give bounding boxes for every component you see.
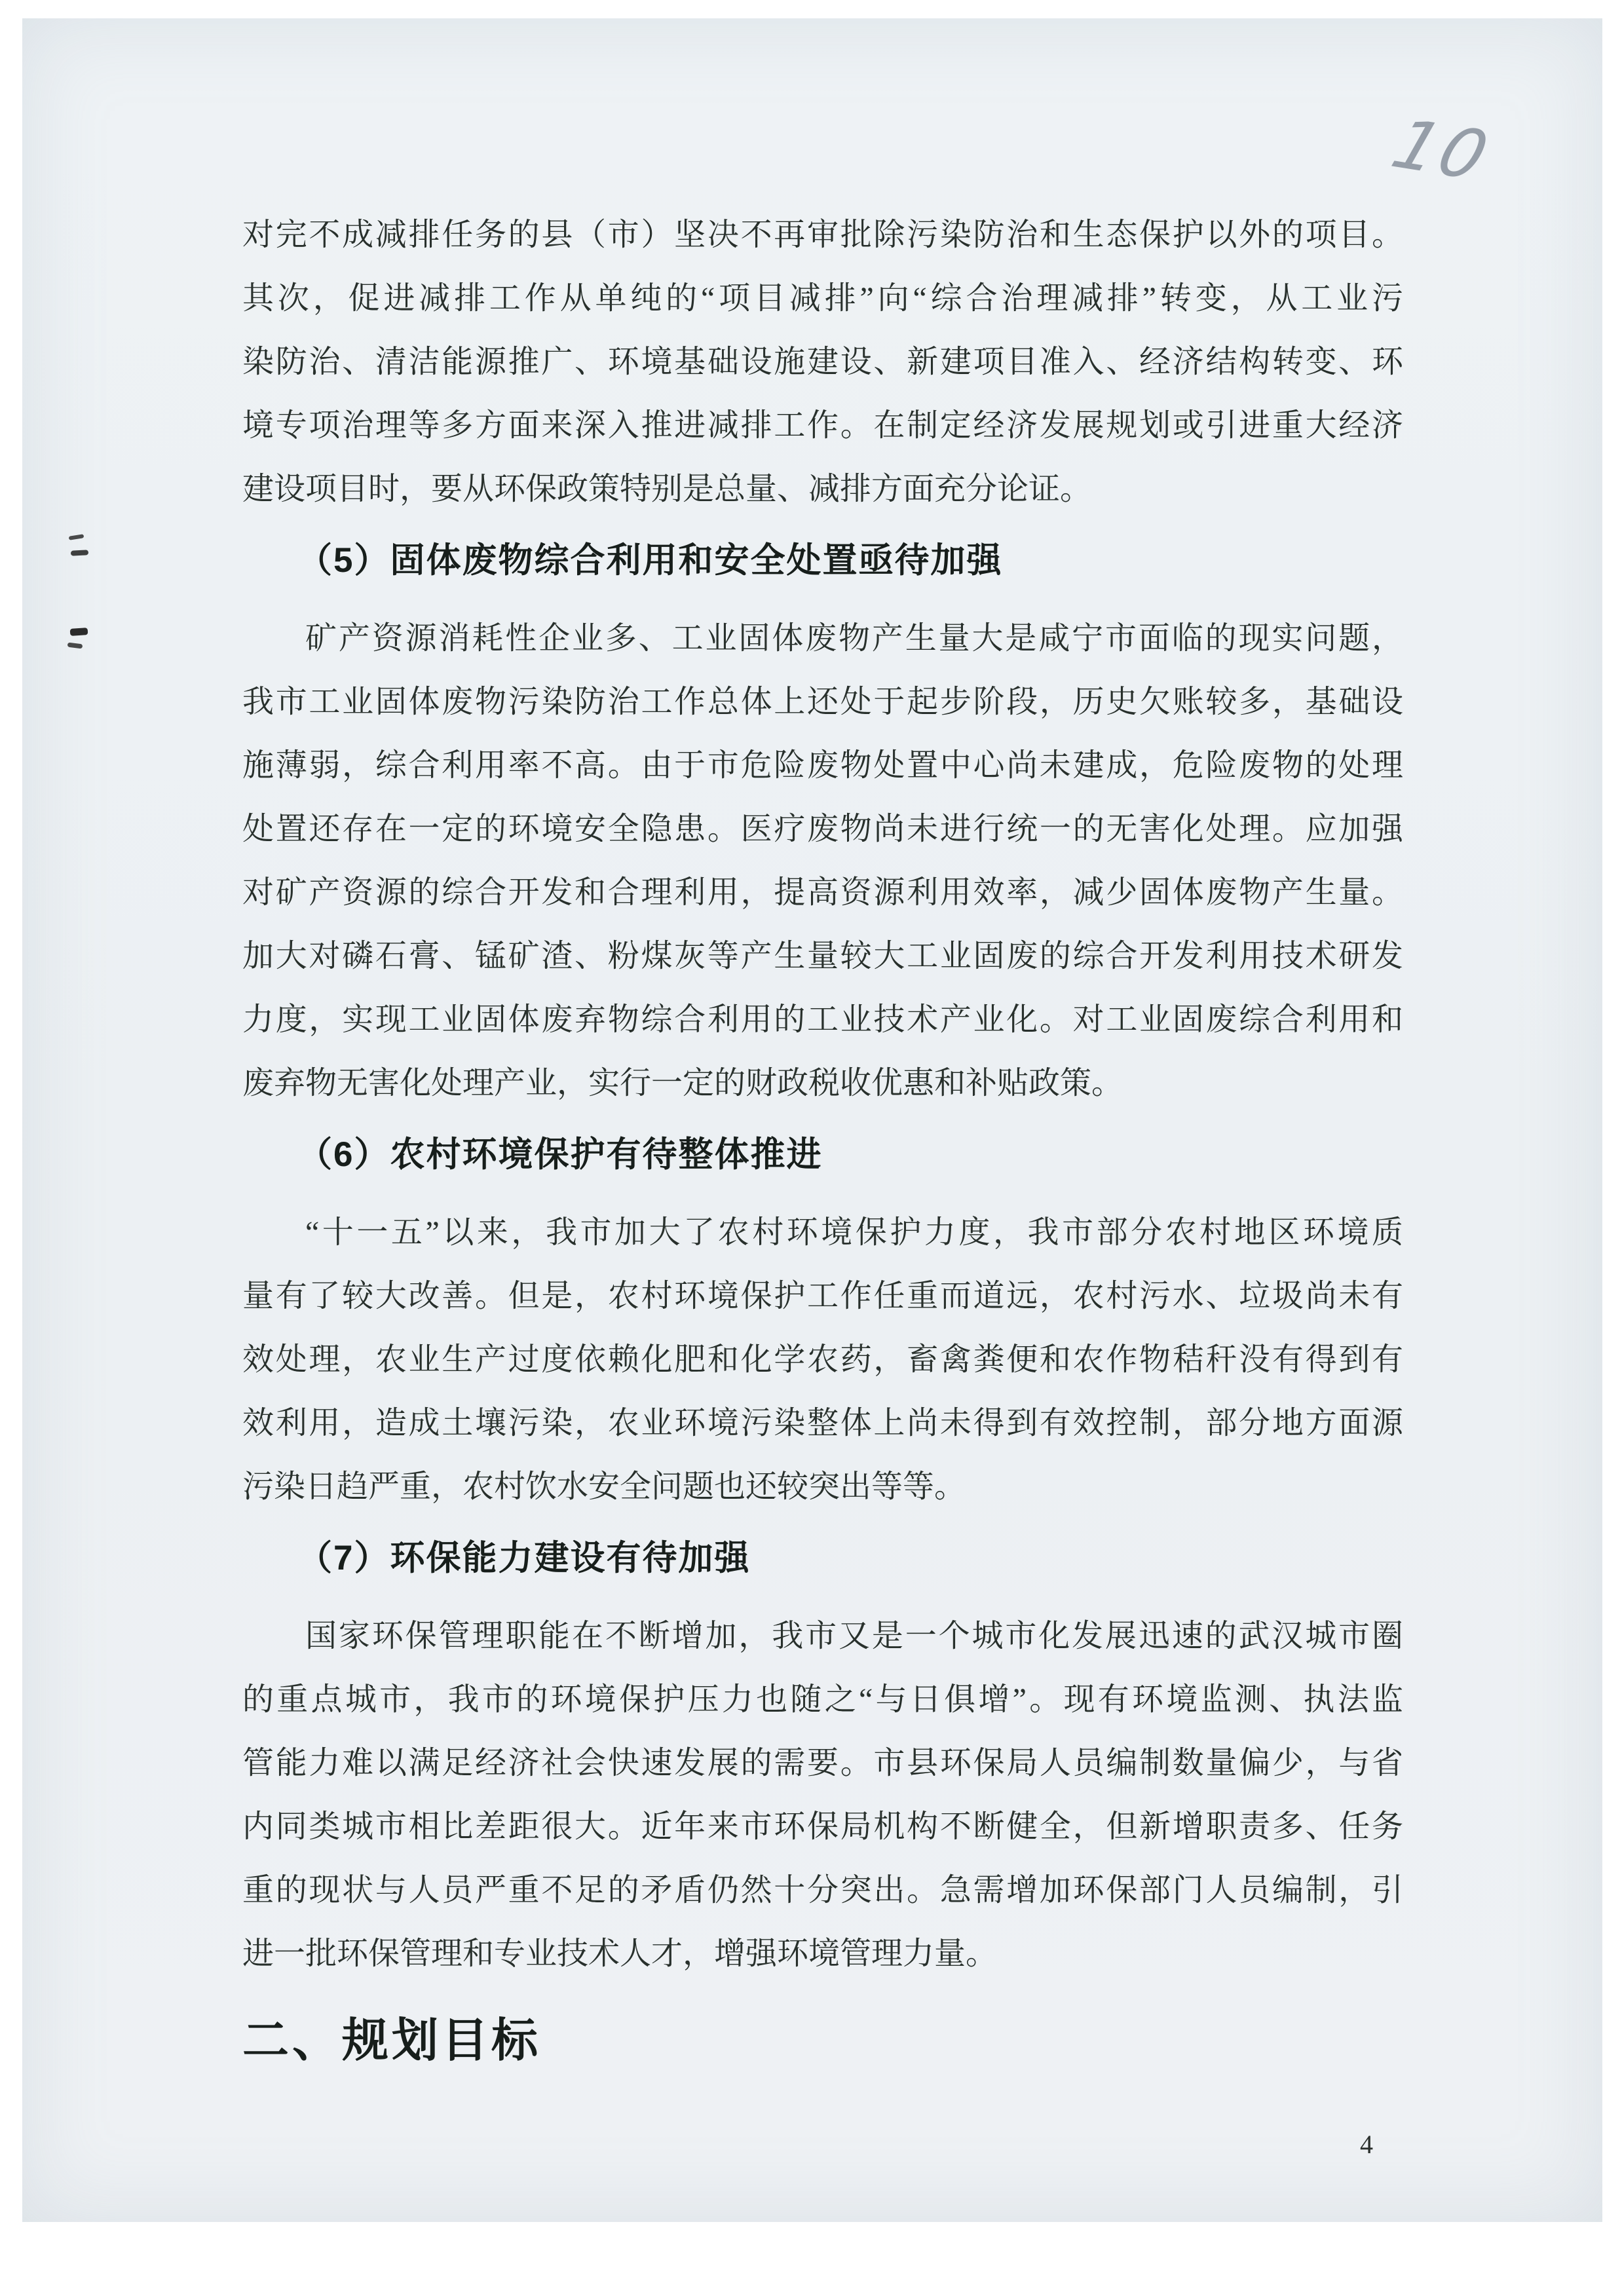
text-line: 重的现状与人员严重不足的矛盾仍然十分突出。急需增加环保部门人员编制，引	[242, 1873, 1403, 1908]
text-line: 处置还存在一定的环境安全隐患。医疗废物尚未进行统一的无害化处理。应加强	[242, 812, 1403, 846]
section-7-heading: （7）环保能力建设有待加强	[297, 1539, 751, 1577]
margin-mark	[69, 534, 85, 540]
text-line: 量有了较大改善。但是，农村环境保护工作任重而道远，农村污水、垃圾尚未有	[242, 1279, 1403, 1313]
text-line: 力度，实现工业固体废弃物综合利用的工业技术产业化。对工业固废综合利用和	[242, 1002, 1403, 1037]
paragraph-section-6	[242, 1201, 1403, 1518]
paper-sheet	[22, 18, 1602, 2222]
section-6-heading: （6）农村环境保护有待整体推进	[297, 1135, 823, 1174]
text-line: 管能力难以满足经济社会快速发展的需要。市县环保局人员编制数量偏少，与省	[242, 1746, 1403, 1780]
margin-mark	[67, 643, 83, 649]
text-line: 我市工业固体废物污染防治工作总体上还处于起步阶段，历史欠账较多，基础设	[242, 685, 1403, 719]
section-5-heading: （5）固体废物综合利用和安全处置亟待加强	[297, 541, 1003, 580]
text-line: 对矿产资源的综合开发和合理利用，提高资源利用效率，减少固体废物产生量。	[242, 875, 1403, 910]
text-line: 施薄弱，综合利用率不高。由于市危险废物处置中心尚未建成，危险废物的处理	[242, 748, 1403, 783]
text-line: 建设项目时，要从环保政策特别是总量、减排方面充分论证。	[242, 472, 1092, 506]
page-number: 4	[1360, 2130, 1373, 2159]
text-line: 境专项治理等多方面来深入推进减排工作。在制定经济发展规划或引进重大经济	[242, 408, 1403, 443]
text-line: 其次，促进减排工作从单纯的“项目减排”向“综合治理减排”转变，从工业污	[242, 281, 1403, 316]
text-line: 内同类城市相比差距很大。近年来市环保局机构不断健全，但新增职责多、任务	[242, 1809, 1403, 1844]
text-line: 废弃物无害化处理产业，实行一定的财政税收优惠和补贴政策。	[242, 1066, 1123, 1101]
text-line: 的重点城市，我市的环境保护压力也随之“与日俱增”。现有环境监测、执法监	[242, 1682, 1403, 1717]
paragraph-section-7	[242, 1604, 1403, 1985]
text-line: 污染日趋严重，农村饮水安全问题也还较突出等等。	[242, 1469, 966, 1504]
text-line: 国家环保管理职能在不断增加，我市又是一个城市化发展迅速的武汉城市圈	[305, 1619, 1403, 1653]
text-line: 加大对磷石膏、锰矿渣、粉煤灰等产生量较大工业固废的综合开发利用技术研发	[242, 939, 1403, 973]
text-line: 对完不成减排任务的县（市）坚决不再审批除污染防治和生态保护以外的项目。	[242, 217, 1403, 252]
document-body	[242, 203, 1403, 2077]
text-line: 效利用，造成土壤污染，农业环境污染整体上尚未得到有效控制，部分地方面源	[242, 1406, 1403, 1440]
text-line: 进一批环保管理和专业技术人才，增强环境管理力量。	[242, 1936, 998, 1971]
text-line: “十一五”以来，我市加大了农村环境保护力度，我市部分农村地区环境质	[305, 1215, 1403, 1250]
paragraph-section-5	[242, 607, 1403, 1115]
paragraph-intro	[242, 203, 1403, 521]
text-line: 效处理，农业生产过度依赖化肥和化学农药，畜禽粪便和农作物秸秆没有得到有	[242, 1342, 1403, 1377]
margin-mark	[71, 550, 88, 555]
handwritten-page-number: 10	[1382, 104, 1500, 196]
text-line: 矿产资源消耗性企业多、工业固体废物产生量大是咸宁市面临的现实问题，	[305, 621, 1403, 656]
margin-mark	[70, 628, 88, 636]
text-line: 染防治、清洁能源推广、环境基础设施建设、新建项目准入、经济结构转变、环	[242, 345, 1403, 379]
chapter-2-heading: 二、规划目标	[242, 2015, 542, 2067]
